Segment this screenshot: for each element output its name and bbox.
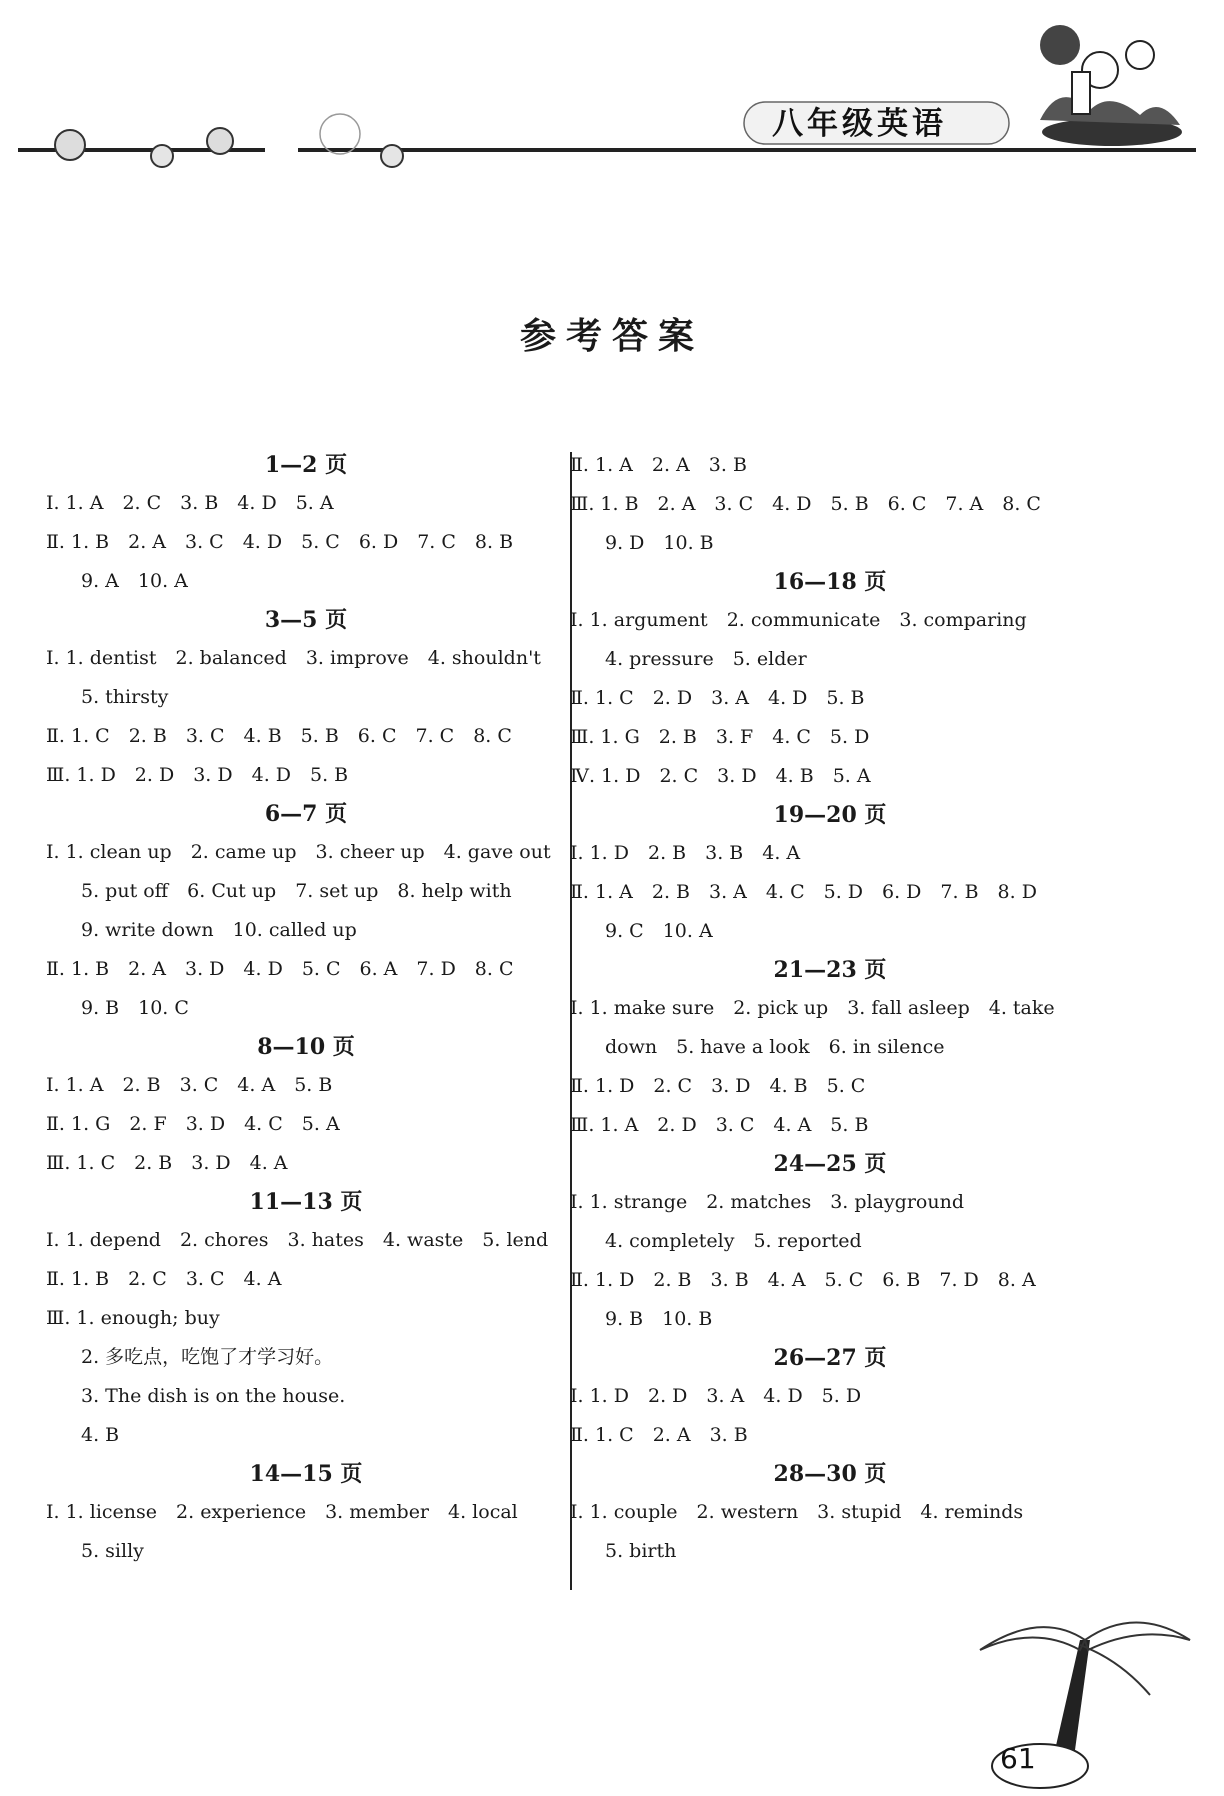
answer-line: Ⅲ. 1. G 2. B 3. F 4. C 5. D (570, 726, 870, 748)
page-number: 61 (1000, 1742, 1036, 1775)
section-title: 3—5 页 (264, 607, 348, 633)
answer-line: Ⅰ. 1. make sure 2. pick up 3. fall asleep 4. take (570, 997, 1055, 1019)
section-title: 6—7 页 (264, 801, 348, 827)
answer-line: 9. write down 10. called up (81, 919, 357, 941)
section-title: 8—10 页 (257, 1034, 355, 1060)
page-header (0, 0, 1224, 190)
answer-line: Ⅱ. 1. C 2. A 3. B (570, 1424, 748, 1446)
answer-line: 2. 多吃点，吃饱了才学习好。 (81, 1346, 334, 1368)
answer-line: 9. D 10. B (605, 532, 714, 554)
answer-line: Ⅱ. 1. B 2. A 3. C 4. D 5. C 6. D 7. C 8. B (46, 531, 514, 553)
answer-line: Ⅲ. 1. A 2. D 3. C 4. A 5. B (570, 1114, 869, 1136)
cartoon-illustration (1040, 25, 1182, 146)
answer-line: Ⅰ. 1. A 2. B 3. C 4. A 5. B (46, 1074, 333, 1096)
section-title: 1—2 页 (264, 452, 348, 478)
answer-line: Ⅰ. 1. license 2. experience 3. member 4. local (46, 1501, 518, 1523)
answer-line: Ⅱ. 1. B 2. C 3. C 4. A (46, 1268, 282, 1290)
answer-line: Ⅰ. 1. depend 2. chores 3. hates 4. waste 5. lend (46, 1229, 549, 1251)
page-title: 参考答案 (519, 315, 704, 357)
section-title: 28—30 页 (773, 1461, 887, 1487)
answer-line: Ⅰ. 1. A 2. C 3. B 4. D 5. A (46, 492, 334, 514)
answer-line: Ⅱ. 1. C 2. B 3. C 4. B 5. B 6. C 7. C 8. C (46, 725, 512, 747)
answer-line: 9. B 10. C (81, 997, 189, 1019)
answer-line: Ⅲ. 1. C 2. B 3. D 4. A (46, 1152, 288, 1174)
header-decoration (0, 0, 1224, 190)
section-title: 11—13 页 (249, 1189, 363, 1215)
answer-line: Ⅲ. 1. B 2. A 3. C 4. D 5. B 6. C 7. A 8. C (570, 493, 1041, 515)
answer-line: 5. birth (605, 1540, 677, 1562)
answer-line: Ⅲ. 1. enough; buy (46, 1307, 220, 1329)
answer-line: Ⅱ. 1. A 2. A 3. B (570, 454, 747, 476)
section-title: 21—23 页 (773, 957, 887, 983)
answer-line: Ⅰ. 1. D 2. D 3. A 4. D 5. D (570, 1385, 862, 1407)
answer-line: Ⅰ. 1. dentist 2. balanced 3. improve 4. shouldn't (46, 647, 541, 669)
answer-line: Ⅱ. 1. C 2. D 3. A 4. D 5. B (570, 687, 865, 709)
answer-line: 4. pressure 5. elder (605, 648, 807, 670)
answer-line: Ⅱ. 1. A 2. B 3. A 4. C 5. D 6. D 7. B 8. D (570, 881, 1037, 903)
answer-line: Ⅲ. 1. D 2. D 3. D 4. D 5. B (46, 764, 349, 786)
header-subject-title: 八年级英语 (772, 106, 947, 142)
answer-line: Ⅰ. 1. clean up 2. came up 3. cheer up 4. gave out (46, 841, 551, 863)
answer-line: Ⅰ. 1. strange 2. matches 3. playground (570, 1191, 964, 1213)
answer-line: Ⅰ. 1. couple 2. western 3. stupid 4. reminds (570, 1501, 1024, 1523)
answer-line: 9. A 10. A (81, 570, 188, 592)
answer-line: 9. B 10. B (605, 1308, 713, 1330)
answer-line: 4. B (81, 1424, 120, 1446)
answer-line: 4. completely 5. reported (605, 1230, 862, 1252)
answer-line: Ⅳ. 1. D 2. C 3. D 4. B 5. A (570, 765, 871, 787)
answer-column-left (46, 446, 566, 1571)
answer-line: Ⅰ. 1. D 2. B 3. B 4. A (570, 842, 801, 864)
answer-line: 5. silly (81, 1540, 144, 1562)
answer-line: 5. thirsty (81, 686, 169, 708)
answer-line: 5. put off 6. Cut up 7. set up 8. help with (81, 880, 512, 902)
answer-line: Ⅱ. 1. G 2. F 3. D 4. C 5. A (46, 1113, 340, 1135)
section-title: 16—18 页 (773, 569, 887, 595)
answer-line: down 5. have a look 6. in silence (605, 1036, 945, 1058)
answer-line: 3. The dish is on the house. (81, 1385, 346, 1407)
answer-line: 9. C 10. A (605, 920, 713, 942)
section-title: 26—27 页 (773, 1345, 887, 1371)
section-title: 19—20 页 (773, 802, 887, 828)
answer-line: Ⅱ. 1. D 2. B 3. B 4. A 5. C 6. B 7. D 8. A (570, 1269, 1036, 1291)
answer-column-right (570, 446, 1090, 1571)
answer-line: Ⅱ. 1. D 2. C 3. D 4. B 5. C (570, 1075, 866, 1097)
section-title: 14—15 页 (249, 1461, 363, 1487)
answer-line: Ⅱ. 1. B 2. A 3. D 4. D 5. C 6. A 7. D 8. C (46, 958, 514, 980)
section-title: 24—25 页 (773, 1151, 887, 1177)
answer-line: Ⅰ. 1. argument 2. communicate 3. comparing (570, 609, 1027, 631)
